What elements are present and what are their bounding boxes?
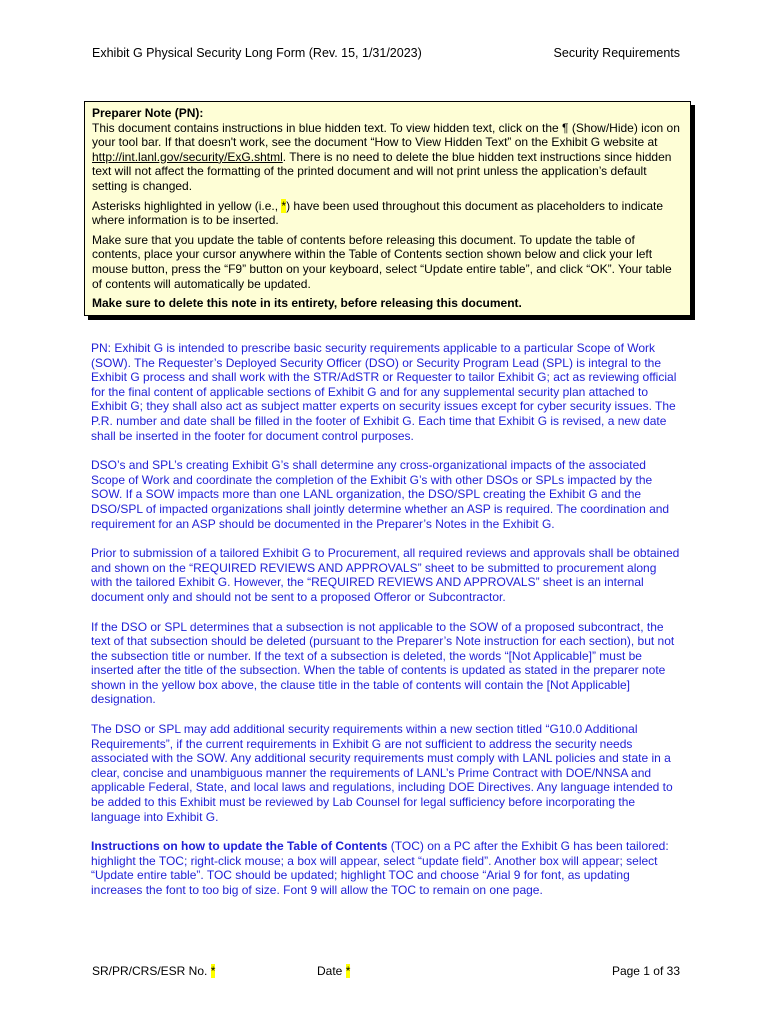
instruction-paragraph-5: The DSO or SPL may add additional security requirements within a new section titled “G10.0 Additional Requirements”, if the current requirements in Exhibit G are not sufficient to address the security needs associated with the SOW. Any additional security requirements must comply with LANL policies and state in a clear, concise and unambiguous manner the requirements of LANL’s Prime Contract with DOE/NNSA and applicable Federal, State, and local laws and regulations, including DOE Directives. Any language intended to be added to this Exhibit must be reviewed by Lab Counsel for legal sufficiency before incorporating the language into Exhibit G. (91, 722, 673, 824)
header-section-title: Security Requirements (553, 46, 680, 60)
note-p1-text-a: This document contains instructions in blue hidden text. To view hidden text, click on the ¶ (Show/Hide) icon on your tool bar. If that doesn't work, see the document “How to View Hidden Text” on the Exhibit G website at (92, 120, 680, 150)
note-p2-text-a: Asterisks highlighted in yellow (i.e., (92, 198, 282, 213)
toc-instructions-text: (TOC) on a PC after the Exhibit G has been tailored: highlight the TOC; right-click mouse; a box will appear, select “update field”. Another box will appear; select “Update entire table”. TOC should be updated; highlight TOC and choose “Arial 9 for font, as updating increases the font to too big of size. Font 9 will allow the TOC to remain on one page. (91, 839, 669, 897)
exhibit-g-website-link[interactable]: http://int.lanl.gov/security/ExG.shtml (92, 149, 283, 164)
preparer-note-title: Preparer Note (PN): (92, 106, 204, 120)
footer-request-placeholder: * (210, 964, 216, 978)
page-header (92, 46, 680, 60)
note-p1-text-b: . There is no need to delete the blue hidden text instructions since hidden text will not affect the formatting of the printed document and will not print unless the application’s default setting is changed. (92, 149, 672, 193)
toc-instructions-heading: Instructions on how to update the Table of Contents (91, 839, 388, 854)
header-document-title: Exhibit G Physical Security Long Form (Rev. 15, 1/31/2023) (92, 46, 422, 60)
footer-request-label: SR/PR/CRS/ESR No. (92, 964, 211, 978)
footer-page-number: Page 1 of 33 (611, 964, 680, 978)
preparer-note-paragraph-1 (92, 121, 682, 194)
instruction-paragraph-1: PN: Exhibit G is intended to prescribe basic security requirements applicable to a particular Scope of Work (SOW). The Requester’s Deployed Security Officer (DSO) or Security Program Lead (SPL) is integral to the Exhibit G process and shall work with the STR/AdSTR or Requester to tailor Exhibit G; act as reviewing official for the final content of applicable sections of Exhibit G and for any supplemental security plan attached to Exhibit G; they shall also act as subject matter experts on security issues except for cyber security issues. The P.R. number and date shall be filled in the footer of Exhibit G. Each time that Exhibit G is revised, a new date shall be inserted in the footer for document control purposes. (91, 341, 677, 443)
preparer-note-closing: Make sure to delete this note in its entirety, before releasing this document. (92, 296, 522, 311)
footer-date-placeholder: * (345, 964, 351, 978)
footer-request-number (92, 964, 215, 978)
hidden-instructions-body (91, 341, 681, 913)
instruction-paragraph-2: DSO’s and SPL’s creating Exhibit G’s shall determine any cross-organizational impacts of the associated Scope of Work and coordinate the completion of the Exhibit G’s with other DSOs or SPLs impacted by the SOW. If a SOW impacts more than one LANL organization, the DSO/SPL creating the Exhibit G and the DSO/SPL of impacted organizations shall jointly determine whether an ASP is required. The coordination and requirement for an ASP should be documented in the Preparer’s Notes in the Exhibit G. (91, 458, 670, 531)
note-p2-text-b: ) have been used throughout this document as placeholders to indicate where information is to be inserted. (92, 198, 664, 228)
preparer-note-paragraph-2 (92, 199, 682, 228)
instruction-paragraph-6 (91, 839, 681, 897)
instruction-paragraph-4: If the DSO or SPL determines that a subsection is not applicable to the SOW of a proposed subcontract, the text of that subsection should be deleted (pursuant to the Preparer’s Note instruction for each section), but not the subsection title or number. If the text of a subsection is deleted, the words “[Not Applicable]” must be inserted after the title of the subsection. When the table of contents is updated as stated in the preparer note shown in the yellow box above, the clause title in the table of contents will contain the [Not Applicable] designation. (91, 619, 675, 707)
asterisk-placeholder: * (281, 198, 287, 213)
preparer-note-paragraph-3: Make sure that you update the table of contents before releasing this document. To update the table of contents, place your cursor anywhere within the Table of Contents section shown below and click your left mouse button, press the “F9” button on your keyboard, select “Update entire table”, and click “OK”. Your table of contents will automatically be updated. (92, 232, 672, 291)
preparer-note-box (84, 101, 691, 316)
footer-date-label: Date (317, 964, 346, 978)
footer-date (317, 964, 350, 978)
instruction-paragraph-3: Prior to submission of a tailored Exhibit G to Procurement, all required reviews and approvals shall be obtained and shown on the “REQUIRED REVIEWS AND APPROVALS” sheet to be submitted to procurement along with the tailored Exhibit G. However, the “REQUIRED REVIEWS AND APPROVALS” sheet is an internal document only and should not be sent to a proposed Offeror or Subcontractor. (91, 546, 680, 604)
